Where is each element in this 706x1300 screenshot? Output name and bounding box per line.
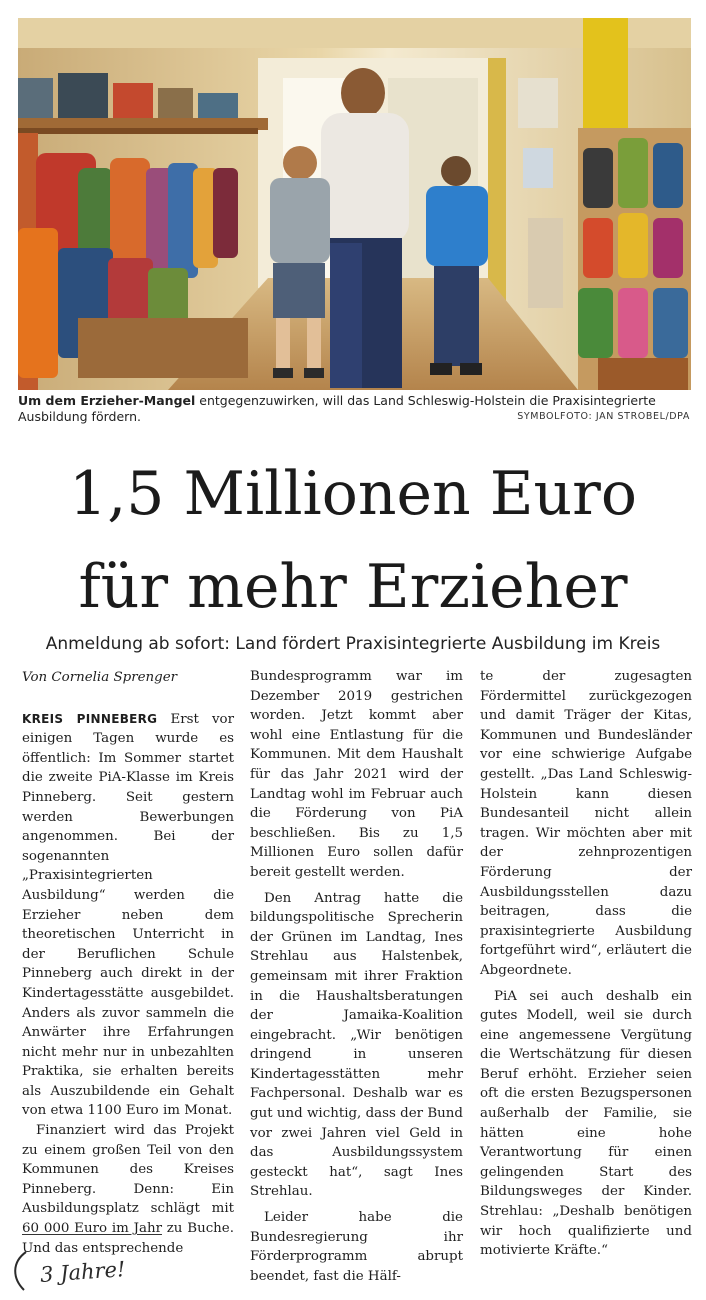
paragraph: PiA sei auch deshalb ein gutes Modell, weil sie durch eine angemessene Vergütung die Wertschätzung für diesen Beruf erhöht. Erzieher seien oft die ersten Bezugspersonen außerhalb der Familie, sie hätten eine hohe Verantwortung für einen gelingenden Start des Bildungsweges der Kinder. Strehlau: „Deshalb benötigen wir hoch qualifizierte und motivierte Kräfte.“ bbox=[480, 988, 692, 1259]
paragraph-text: Erst vor einigen Tagen wurde es öffentlich: Im Sommer startet die zweite PiA-Klasse im Kreis Pinneberg. Seit gestern werden Bewerbungen angenommen. Bei der sogenannten „Praxisintegrierten Ausbildung“ werden die Erzieher neben dem theoretischen Unterricht in der Beruflichen Schule Pinneberg auch direkt in der Kindertagesstätte ausgebildet. Anders als zuvor sammeln die Anwärter ihre Erfahrungen nicht mehr nur in unbezahlten Praktika, sie erhalten bereits als Auszubildende ein Gehalt von etwa 1100 Euro im Monat. bbox=[22, 711, 234, 1119]
caption-lead: Um dem Erzieher-Mangel bbox=[18, 393, 196, 408]
handwritten-text: 3 Jahre! bbox=[39, 1257, 127, 1287]
paragraph: Den Antrag hatte die bildungspolitische Sprecherin der Grünen im Landtag, Ines Strehlau aus Halstenbek, gemeinsam mit ihrer Fraktion in die Haushaltsberatungen der Jamaika-Koalition eingebracht. „Wir benötigen dringend in unseren Kindertagesstätten mehr Fachpersonal. Deshalb war es gut und wichtig, dass der Bund vor zwei Jahren viel Geld in das Ausbildungssystem gesteckt hat“, sagt Ines Strehlau. bbox=[250, 890, 463, 1200]
article-photo bbox=[18, 18, 691, 390]
article-column-1 bbox=[22, 668, 234, 1258]
handwritten-note bbox=[8, 1248, 168, 1294]
headline-line-1: 1,5 Millionen Euro bbox=[69, 459, 637, 529]
underlined-amount: 60 000 Euro im Jahr bbox=[22, 1221, 162, 1237]
paragraph: te der zugesagten Fördermittel zurückgezogen und damit Träger der Kitas, Kommunen und Bundesländer vor eine schwierige Aufgabe gestellt. „Das Land Schleswig-Holstein kann diesen Bundesanteil nicht allein tragen. Wir möchten aber mit der zehnprozentigen Förderung der Ausbildungsstellen dazu beitragen, dass die praxisintegrierte Ausbildung fortgeführt wird“, erläutert die Abgeordnete. bbox=[480, 669, 692, 978]
paragraph-text: Finanziert wird das Projekt zu einem großen Teil von den Kommunen des Kreises Pinneberg. Denn: Ein Ausbildungsplatz schlägt mit bbox=[22, 1123, 234, 1217]
photo-credit: SYMBOLFOTO: JAN STROBEL/DPA bbox=[517, 411, 690, 422]
caption-text: entgegenzuwirken, will das Land Schleswig-Holstein die Praxisintegrierte Ausbildung fördern. bbox=[18, 393, 656, 424]
article-column-2 bbox=[250, 667, 463, 1286]
subheadline: Anmeldung ab sofort: Land fördert Praxisintegrierte Ausbildung im Kreis bbox=[45, 634, 661, 654]
photo-kita-corridor-icon bbox=[18, 18, 691, 390]
paragraph: Leider habe die Bundesregierung ihr Förderprogramm abrupt beendet, fast die Hälf- bbox=[250, 1210, 463, 1284]
dateline: KREIS PINNEBERG bbox=[22, 711, 158, 726]
byline: Von Cornelia Sprenger bbox=[22, 670, 178, 685]
paragraph: Bundesprogramm war im Dezember 2019 gestrichen worden. Jetzt kommt aber wohl eine Entlastung für die Kommunen. Mit dem Haushalt für das Jahr 2021 wird der Landtag wohl im Februar auch die Förderung von PiA beschließen. Bis zu 1,5 Millionen Euro sollen dafür bereit gestellt werden. bbox=[250, 669, 463, 880]
paragraph bbox=[22, 710, 234, 1121]
paragraph-text: zu Buche. Und das entsprechende bbox=[22, 1221, 234, 1256]
paragraph bbox=[22, 1121, 234, 1258]
article-column-3 bbox=[480, 667, 692, 1261]
headline-line-2: für mehr Erzieher bbox=[78, 552, 628, 622]
